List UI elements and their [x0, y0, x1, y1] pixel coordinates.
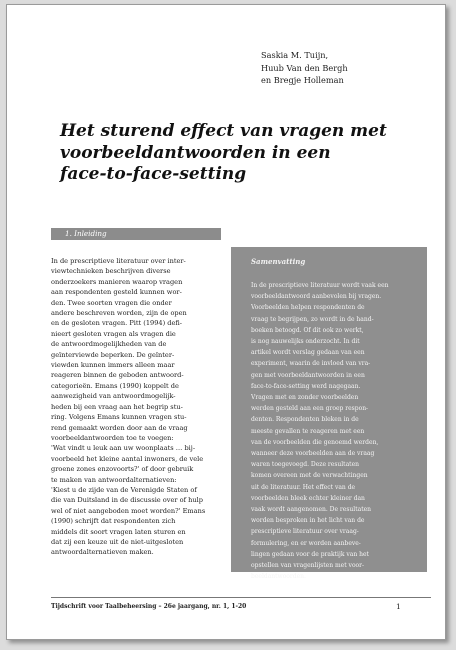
summary-text-line: artikel wordt verslag gedaan van een: [251, 349, 365, 357]
summary-text-line: van de voorbeelden die genoemd werden,: [251, 438, 379, 446]
body-text-line: die van Duitsland in de discussie over of hulp: [51, 496, 203, 505]
body-text-line: wel of niet aangeboden moet worden?' Emans: [51, 506, 206, 515]
body-text-line: reageren binnen de geboden antwoord-: [51, 371, 184, 380]
summary-text-line: formulering, en er worden aanbeve-: [251, 539, 361, 547]
summary-text-line: experiment, waarin de invloed van vra-: [251, 360, 371, 368]
title-line: voorbeeldantwoorden in een: [60, 142, 331, 163]
body-text-line: voorbeeld het kleine aantal inwoners, de vele: [51, 454, 204, 463]
body-text-line: en de gesloten vragen. Pitt (1994) defi-: [51, 319, 183, 328]
summary-text-line: denten. Respondenten bleken in de: [251, 416, 359, 424]
summary-text-line: is nog nauwelijks onderzocht. In dit: [251, 338, 360, 346]
footer-divider: [51, 597, 431, 598]
summary-box: [231, 247, 427, 581]
body-text-line: geïnterviewde beperken. De geïnter-: [51, 350, 175, 359]
summary-text-line: prescriptieve literatuur over vraag-: [251, 528, 359, 536]
section-heading: 1. Inleiding: [65, 229, 107, 238]
body-text-line: nieert gesloten vragen als vragen die: [51, 329, 176, 338]
summary-text-line: worden besproken in het licht van de: [251, 517, 365, 525]
journal-citation: Tijdschrift voor Taalbeheersing – 26e jaargang, nr. 1, 1-20: [51, 603, 247, 610]
body-text-line: 'Wat vindt u leuk aan uw woonplaats … bij-: [51, 444, 196, 453]
summary-text-line: werden gesteld aan een groep respon-: [251, 405, 369, 413]
body-text-line: rend gemaakt worden door aan de vraag: [51, 423, 188, 432]
title-line: face-to-face-setting: [60, 164, 247, 184]
summary-text-line: vaak wordt aangenomen. De resultaten: [251, 506, 372, 514]
body-text-line: In de prescriptieve literatuur over inter-: [51, 257, 186, 265]
title-line: Het sturend effect van vragen met: [60, 121, 387, 141]
body-text-line: (1990) schrijft dat respondenten zich: [51, 517, 176, 526]
summary-text-line: boeken betoogd. Of dit ook zo werkt,: [251, 326, 364, 334]
section-heading-bar: [51, 228, 221, 240]
summary-text-line: waren toegevoegd. Deze resultaten: [251, 461, 359, 469]
summary-text-line: uit de literatuur. Het effect van de: [251, 483, 356, 491]
summary-text-line: meeste gevallen te reageren met een: [251, 427, 365, 435]
author-line: en Bregje Holleman: [261, 75, 344, 85]
summary-text-line: face-to-face-setting werd nagegaan.: [251, 382, 361, 390]
page-number: 1: [396, 602, 401, 611]
summary-text-line: gen met voorbeeldantwoorden in een: [251, 371, 365, 379]
body-text-line: groene zones enzovoorts?' of door gebruik: [51, 465, 194, 474]
body-text-line: te maken van antwoordalternatieven:: [51, 475, 177, 484]
body-text-line: ring. Volgens Emans kunnen vragen stu-: [51, 413, 187, 422]
summary-text-line: voorbeeldantwoord aanbevolen bij vragen.: [251, 293, 382, 301]
body-text-line: aanwezigheid van antwoordmogelijk-: [51, 392, 176, 401]
article-page: [6, 4, 446, 640]
summary-text-line: voorbeelden bleek echter kleiner dan: [251, 494, 365, 502]
article-title: [60, 121, 420, 186]
body-text-line: de antwoordmogelijkheden van de: [51, 340, 167, 349]
summary-text-line: vraag te begrijpen, zo wordt in de hand-: [251, 315, 374, 323]
body-text-line: viewden kunnen immers alleen maar: [51, 361, 175, 370]
summary-text-line: beeldantwoorden.: [251, 573, 306, 581]
summary-text-line: Voorbeelden helpen respondenten de: [251, 304, 365, 312]
body-text-line: heden bij een vraag aan het begrip stu-: [51, 402, 183, 411]
body-text-line: 'Kiest u de zijde van de Verenigde Staten of: [51, 485, 197, 494]
summary-text-line: opstellen van vragenlijsten met voor-: [251, 562, 365, 570]
body-text-line: aan respondenten gesteld kunnen wor-: [51, 288, 182, 297]
body-text-column: [51, 256, 221, 558]
author-line: Huub Van den Bergh: [261, 62, 348, 73]
body-text-line: den. Twee soorten vragen die onder: [51, 298, 172, 307]
body-text-line: middels dit soort vragen laten sturen en: [51, 527, 186, 536]
body-text-line: dat zij een keuze uit de niet-uitgesloten: [51, 537, 184, 546]
summary-text-line: Vragen met en zonder voorbeelden: [251, 394, 359, 402]
summary-text-line: komen overeen met de verwachtingen: [251, 472, 368, 480]
body-text-line: antwoordalternatieven maken.: [51, 548, 154, 557]
summary-text-line: In de prescriptieve literatuur wordt vaak een: [251, 282, 389, 289]
body-text-line: andere beschreven worden, zijn de open: [51, 309, 187, 318]
body-text-line: viewtechnieken beschrijven diverse: [51, 267, 171, 276]
body-text-line: onderzoekers manieren waarop vragen: [51, 277, 183, 286]
body-text-line: voorbeeldantwoorden toe te voegen:: [51, 433, 174, 442]
author-list: [261, 49, 441, 87]
summary-title: Samenvatting: [251, 257, 306, 266]
summary-text: [251, 280, 419, 582]
author-line: Saskia M. Tuijn,: [261, 50, 329, 60]
summary-text-line: wanneer deze voorbeelden aan de vraag: [251, 450, 375, 458]
summary-text-line: lingen gedaan voor de praktijk van het: [251, 550, 369, 558]
body-text-line: categorieën. Emans (1990) koppelt de: [51, 381, 179, 390]
